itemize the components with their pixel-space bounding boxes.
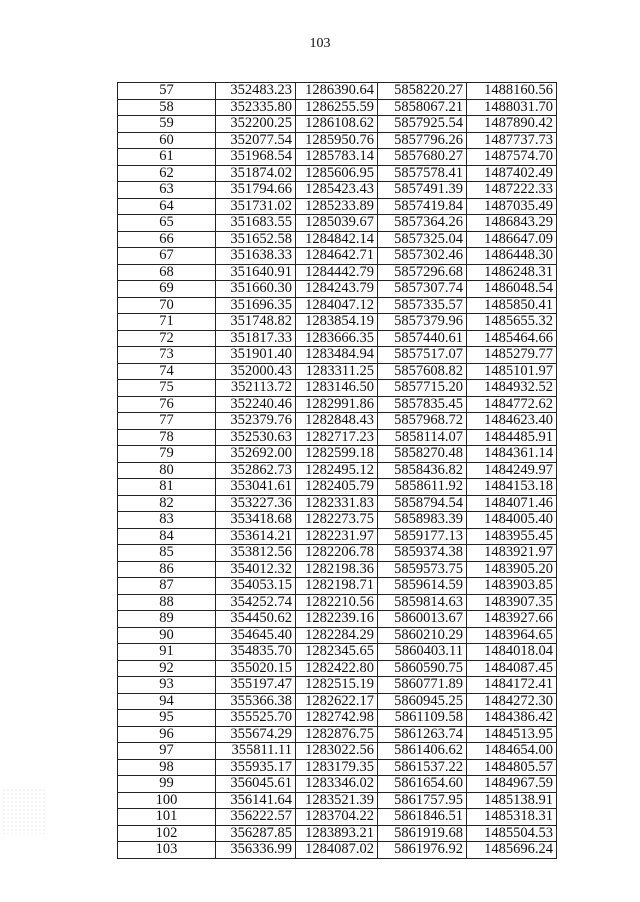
coord-d-cell: 1485464.66 (467, 330, 557, 347)
point-number-cell: 58 (118, 99, 216, 116)
point-number-cell: 87 (118, 578, 216, 595)
coord-c-cell: 5857925.54 (378, 116, 467, 133)
coord-a-cell: 353041.61 (216, 479, 296, 496)
coord-a-cell: 355020.15 (216, 660, 296, 677)
table-row (118, 231, 557, 248)
coord-c-cell: 5857680.27 (378, 149, 467, 166)
table-row (118, 198, 557, 215)
table-row (118, 710, 557, 727)
coord-a-cell: 354835.70 (216, 644, 296, 661)
coord-b-cell: 1282345.65 (296, 644, 378, 661)
table-row (118, 413, 557, 430)
point-number-cell: 95 (118, 710, 216, 727)
coord-c-cell: 5857440.61 (378, 330, 467, 347)
coord-b-cell: 1283704.22 (296, 809, 378, 826)
coord-b-cell: 1283893.21 (296, 825, 378, 842)
coord-a-cell: 353418.68 (216, 512, 296, 529)
coord-d-cell: 1487035.49 (467, 198, 557, 215)
coord-d-cell: 1484249.97 (467, 462, 557, 479)
coord-c-cell: 5859614.59 (378, 578, 467, 595)
coord-d-cell: 1484513.95 (467, 726, 557, 743)
coord-b-cell: 1282876.75 (296, 726, 378, 743)
point-number-cell: 84 (118, 528, 216, 545)
coord-d-cell: 1484361.14 (467, 446, 557, 463)
coord-c-cell: 5861846.51 (378, 809, 467, 826)
table-row (118, 677, 557, 694)
coord-a-cell: 354645.40 (216, 627, 296, 644)
coord-a-cell: 354450.62 (216, 611, 296, 628)
point-number-cell: 100 (118, 792, 216, 809)
point-number-cell: 94 (118, 693, 216, 710)
coord-a-cell: 352483.23 (216, 83, 296, 100)
point-number-cell: 86 (118, 561, 216, 578)
point-number-cell: 96 (118, 726, 216, 743)
coord-c-cell: 5861406.62 (378, 743, 467, 760)
coord-d-cell: 1485850.41 (467, 297, 557, 314)
point-number-cell: 60 (118, 132, 216, 149)
coord-d-cell: 1484772.62 (467, 396, 557, 413)
coord-a-cell: 351640.91 (216, 264, 296, 281)
coord-c-cell: 5860013.67 (378, 611, 467, 628)
coord-d-cell: 1483903.85 (467, 578, 557, 595)
coord-b-cell: 1283484.94 (296, 347, 378, 364)
coord-a-cell: 351660.30 (216, 281, 296, 298)
point-number-cell: 59 (118, 116, 216, 133)
coord-d-cell: 1483927.66 (467, 611, 557, 628)
coord-a-cell: 351968.54 (216, 149, 296, 166)
coord-d-cell: 1483964.65 (467, 627, 557, 644)
coord-d-cell: 1487737.73 (467, 132, 557, 149)
coord-a-cell: 351731.02 (216, 198, 296, 215)
coordinates-table (117, 82, 557, 859)
table-row (118, 512, 557, 529)
coord-d-cell: 1485696.24 (467, 842, 557, 859)
table-row (118, 809, 557, 826)
point-number-cell: 63 (118, 182, 216, 199)
table-row (118, 594, 557, 611)
coord-a-cell: 351794.66 (216, 182, 296, 199)
coord-a-cell: 353812.56 (216, 545, 296, 562)
coord-b-cell: 1282717.23 (296, 429, 378, 446)
coord-a-cell: 354012.32 (216, 561, 296, 578)
table-row (118, 660, 557, 677)
point-number-cell: 61 (118, 149, 216, 166)
table-row (118, 347, 557, 364)
coord-a-cell: 356222.57 (216, 809, 296, 826)
table-row (118, 429, 557, 446)
table-row (118, 578, 557, 595)
coord-a-cell: 352077.54 (216, 132, 296, 149)
coord-c-cell: 5859814.63 (378, 594, 467, 611)
coord-c-cell: 5857302.46 (378, 248, 467, 265)
coord-a-cell: 355811.11 (216, 743, 296, 760)
coord-b-cell: 1282742.98 (296, 710, 378, 727)
coord-c-cell: 5857379.96 (378, 314, 467, 331)
coord-a-cell: 355674.29 (216, 726, 296, 743)
table-row (118, 248, 557, 265)
coord-b-cell: 1283179.35 (296, 759, 378, 776)
table-row (118, 726, 557, 743)
coord-c-cell: 5860771.89 (378, 677, 467, 694)
coord-a-cell: 352335.80 (216, 99, 296, 116)
table-row (118, 330, 557, 347)
coord-c-cell: 5860403.11 (378, 644, 467, 661)
coord-c-cell: 5861537.22 (378, 759, 467, 776)
point-number-cell: 82 (118, 495, 216, 512)
coord-c-cell: 5857296.68 (378, 264, 467, 281)
coord-b-cell: 1282331.83 (296, 495, 378, 512)
coord-c-cell: 5857796.26 (378, 132, 467, 149)
coord-b-cell: 1282515.19 (296, 677, 378, 694)
coord-b-cell: 1284642.71 (296, 248, 378, 265)
coord-c-cell: 5859177.13 (378, 528, 467, 545)
point-number-cell: 90 (118, 627, 216, 644)
table-row (118, 545, 557, 562)
coord-a-cell: 351901.40 (216, 347, 296, 364)
coord-c-cell: 5861757.95 (378, 792, 467, 809)
margin-scan-artifact (2, 788, 46, 834)
point-number-cell: 92 (118, 660, 216, 677)
coord-c-cell: 5857335.57 (378, 297, 467, 314)
table-row (118, 479, 557, 496)
coord-b-cell: 1286390.64 (296, 83, 378, 100)
coord-a-cell: 352692.00 (216, 446, 296, 463)
point-number-cell: 72 (118, 330, 216, 347)
coord-d-cell: 1483905.20 (467, 561, 557, 578)
coord-a-cell: 351817.33 (216, 330, 296, 347)
coord-c-cell: 5858067.21 (378, 99, 467, 116)
point-number-cell: 64 (118, 198, 216, 215)
coord-d-cell: 1484805.57 (467, 759, 557, 776)
coord-d-cell: 1483907.35 (467, 594, 557, 611)
point-number-cell: 71 (118, 314, 216, 331)
coord-b-cell: 1285950.76 (296, 132, 378, 149)
table-row (118, 644, 557, 661)
coord-d-cell: 1484071.46 (467, 495, 557, 512)
coord-d-cell: 1484932.52 (467, 380, 557, 397)
point-number-cell: 97 (118, 743, 216, 760)
table-row (118, 363, 557, 380)
coord-c-cell: 5860210.29 (378, 627, 467, 644)
coord-c-cell: 5860945.25 (378, 693, 467, 710)
table-row (118, 314, 557, 331)
coord-b-cell: 1284087.02 (296, 842, 378, 859)
coord-c-cell: 5858436.82 (378, 462, 467, 479)
coord-c-cell: 5857968.72 (378, 413, 467, 430)
coord-b-cell: 1283022.56 (296, 743, 378, 760)
point-number-cell: 93 (118, 677, 216, 694)
point-number-cell: 102 (118, 825, 216, 842)
coord-c-cell: 5857491.39 (378, 182, 467, 199)
coord-b-cell: 1282198.71 (296, 578, 378, 595)
coord-b-cell: 1282495.12 (296, 462, 378, 479)
point-number-cell: 103 (118, 842, 216, 859)
coord-c-cell: 5858220.27 (378, 83, 467, 100)
coord-d-cell: 1487890.42 (467, 116, 557, 133)
coord-d-cell: 1486048.54 (467, 281, 557, 298)
coordinates-table-body (118, 83, 557, 859)
coord-d-cell: 1484153.18 (467, 479, 557, 496)
table-row (118, 132, 557, 149)
coord-c-cell: 5857608.82 (378, 363, 467, 380)
coord-d-cell: 1483955.45 (467, 528, 557, 545)
coord-c-cell: 5861919.68 (378, 825, 467, 842)
table-row (118, 297, 557, 314)
point-number-cell: 88 (118, 594, 216, 611)
coord-a-cell: 352530.63 (216, 429, 296, 446)
table-row (118, 396, 557, 413)
coord-b-cell: 1283521.39 (296, 792, 378, 809)
coord-b-cell: 1282848.43 (296, 413, 378, 430)
coord-a-cell: 351696.35 (216, 297, 296, 314)
coord-d-cell: 1484386.42 (467, 710, 557, 727)
coord-d-cell: 1483921.97 (467, 545, 557, 562)
coord-d-cell: 1487574.70 (467, 149, 557, 166)
table-row (118, 528, 557, 545)
coord-a-cell: 352862.73 (216, 462, 296, 479)
coord-d-cell: 1484172.41 (467, 677, 557, 694)
coord-a-cell: 351652.58 (216, 231, 296, 248)
table-row (118, 693, 557, 710)
coord-b-cell: 1284442.79 (296, 264, 378, 281)
point-number-cell: 99 (118, 776, 216, 793)
coord-d-cell: 1485655.32 (467, 314, 557, 331)
coord-a-cell: 356045.61 (216, 776, 296, 793)
coord-b-cell: 1282284.29 (296, 627, 378, 644)
point-number-cell: 57 (118, 83, 216, 100)
point-number-cell: 75 (118, 380, 216, 397)
coord-c-cell: 5861654.60 (378, 776, 467, 793)
point-number-cell: 83 (118, 512, 216, 529)
coord-d-cell: 1484654.00 (467, 743, 557, 760)
table-row (118, 611, 557, 628)
table-row (118, 792, 557, 809)
coord-a-cell: 352000.43 (216, 363, 296, 380)
table-row (118, 281, 557, 298)
table-row (118, 842, 557, 859)
coord-c-cell: 5858983.39 (378, 512, 467, 529)
coord-d-cell: 1485504.53 (467, 825, 557, 842)
coord-a-cell: 354252.74 (216, 594, 296, 611)
point-number-cell: 73 (118, 347, 216, 364)
point-number-cell: 101 (118, 809, 216, 826)
point-number-cell: 80 (118, 462, 216, 479)
point-number-cell: 65 (118, 215, 216, 232)
coord-a-cell: 356287.85 (216, 825, 296, 842)
coord-c-cell: 5857307.74 (378, 281, 467, 298)
point-number-cell: 76 (118, 396, 216, 413)
coord-c-cell: 5858114.07 (378, 429, 467, 446)
coord-b-cell: 1284842.14 (296, 231, 378, 248)
coord-b-cell: 1282210.56 (296, 594, 378, 611)
coord-b-cell: 1283854.19 (296, 314, 378, 331)
table-row (118, 561, 557, 578)
coord-a-cell: 352200.25 (216, 116, 296, 133)
point-number-cell: 91 (118, 644, 216, 661)
coord-d-cell: 1484967.59 (467, 776, 557, 793)
table-row (118, 182, 557, 199)
coord-b-cell: 1284243.79 (296, 281, 378, 298)
coord-c-cell: 5858794.54 (378, 495, 467, 512)
point-number-cell: 77 (118, 413, 216, 430)
coord-d-cell: 1484087.45 (467, 660, 557, 677)
coord-b-cell: 1285783.14 (296, 149, 378, 166)
coord-b-cell: 1282206.78 (296, 545, 378, 562)
coord-a-cell: 352113.72 (216, 380, 296, 397)
point-number-cell: 89 (118, 611, 216, 628)
coord-d-cell: 1484623.40 (467, 413, 557, 430)
coord-b-cell: 1282273.75 (296, 512, 378, 529)
coord-c-cell: 5857715.20 (378, 380, 467, 397)
point-number-cell: 68 (118, 264, 216, 281)
point-number-cell: 81 (118, 479, 216, 496)
point-number-cell: 74 (118, 363, 216, 380)
coord-b-cell: 1285423.43 (296, 182, 378, 199)
coord-d-cell: 1486448.30 (467, 248, 557, 265)
coord-b-cell: 1283346.02 (296, 776, 378, 793)
coord-d-cell: 1487222.33 (467, 182, 557, 199)
coord-d-cell: 1484018.04 (467, 644, 557, 661)
coord-c-cell: 5861976.92 (378, 842, 467, 859)
table-row (118, 743, 557, 760)
coord-d-cell: 1485138.91 (467, 792, 557, 809)
table-row (118, 446, 557, 463)
page-number: 103 (309, 36, 331, 51)
coord-a-cell: 353227.36 (216, 495, 296, 512)
coord-b-cell: 1282231.97 (296, 528, 378, 545)
table-row (118, 264, 557, 281)
coord-a-cell: 351638.33 (216, 248, 296, 265)
table-row (118, 776, 557, 793)
coord-d-cell: 1486248.31 (467, 264, 557, 281)
coord-a-cell: 356141.64 (216, 792, 296, 809)
point-number-cell: 66 (118, 231, 216, 248)
coord-c-cell: 5859573.75 (378, 561, 467, 578)
table-row (118, 627, 557, 644)
point-number-cell: 67 (118, 248, 216, 265)
coord-c-cell: 5861263.74 (378, 726, 467, 743)
coord-b-cell: 1286108.62 (296, 116, 378, 133)
coord-b-cell: 1282405.79 (296, 479, 378, 496)
coord-b-cell: 1282599.18 (296, 446, 378, 463)
table-row (118, 759, 557, 776)
point-number-cell: 62 (118, 165, 216, 182)
coord-d-cell: 1484005.40 (467, 512, 557, 529)
coord-b-cell: 1285233.89 (296, 198, 378, 215)
coord-b-cell: 1282622.17 (296, 693, 378, 710)
table-row (118, 495, 557, 512)
coord-b-cell: 1282239.16 (296, 611, 378, 628)
coord-a-cell: 356336.99 (216, 842, 296, 859)
coord-c-cell: 5857364.26 (378, 215, 467, 232)
table-row (118, 149, 557, 166)
coord-d-cell: 1484485.91 (467, 429, 557, 446)
table-row (118, 165, 557, 182)
coord-d-cell: 1485279.77 (467, 347, 557, 364)
coord-b-cell: 1284047.12 (296, 297, 378, 314)
coord-c-cell: 5858611.92 (378, 479, 467, 496)
coord-d-cell: 1485318.31 (467, 809, 557, 826)
coord-b-cell: 1283666.35 (296, 330, 378, 347)
coord-a-cell: 351683.55 (216, 215, 296, 232)
table-row (118, 825, 557, 842)
table-row (118, 83, 557, 100)
point-number-cell: 85 (118, 545, 216, 562)
coord-d-cell: 1487402.49 (467, 165, 557, 182)
coord-d-cell: 1485101.97 (467, 363, 557, 380)
coord-b-cell: 1282991.86 (296, 396, 378, 413)
coord-a-cell: 351874.02 (216, 165, 296, 182)
coord-b-cell: 1282422.80 (296, 660, 378, 677)
point-number-cell: 98 (118, 759, 216, 776)
coord-c-cell: 5857835.45 (378, 396, 467, 413)
table-row (118, 215, 557, 232)
point-number-cell: 69 (118, 281, 216, 298)
coord-c-cell: 5857325.04 (378, 231, 467, 248)
coord-a-cell: 355525.70 (216, 710, 296, 727)
coord-c-cell: 5859374.38 (378, 545, 467, 562)
coord-a-cell: 352240.46 (216, 396, 296, 413)
point-number-cell: 70 (118, 297, 216, 314)
point-number-cell: 78 (118, 429, 216, 446)
coord-a-cell: 355366.38 (216, 693, 296, 710)
coord-a-cell: 354053.15 (216, 578, 296, 595)
coord-b-cell: 1282198.36 (296, 561, 378, 578)
coord-b-cell: 1286255.59 (296, 99, 378, 116)
coord-b-cell: 1285606.95 (296, 165, 378, 182)
coord-b-cell: 1283311.25 (296, 363, 378, 380)
table-row (118, 380, 557, 397)
coord-d-cell: 1488160.56 (467, 83, 557, 100)
table-row (118, 462, 557, 479)
table-row (118, 99, 557, 116)
coord-b-cell: 1285039.67 (296, 215, 378, 232)
coord-a-cell: 353614.21 (216, 528, 296, 545)
coord-d-cell: 1488031.70 (467, 99, 557, 116)
point-number-cell: 79 (118, 446, 216, 463)
coord-d-cell: 1486647.09 (467, 231, 557, 248)
coord-a-cell: 355197.47 (216, 677, 296, 694)
coord-a-cell: 351748.82 (216, 314, 296, 331)
coord-c-cell: 5857578.41 (378, 165, 467, 182)
coord-c-cell: 5861109.58 (378, 710, 467, 727)
coord-a-cell: 355935.17 (216, 759, 296, 776)
coord-b-cell: 1283146.50 (296, 380, 378, 397)
table-row (118, 116, 557, 133)
coord-d-cell: 1484272.30 (467, 693, 557, 710)
coord-c-cell: 5858270.48 (378, 446, 467, 463)
coord-a-cell: 352379.76 (216, 413, 296, 430)
coord-c-cell: 5857517.07 (378, 347, 467, 364)
coord-d-cell: 1486843.29 (467, 215, 557, 232)
coord-c-cell: 5860590.75 (378, 660, 467, 677)
coord-c-cell: 5857419.84 (378, 198, 467, 215)
